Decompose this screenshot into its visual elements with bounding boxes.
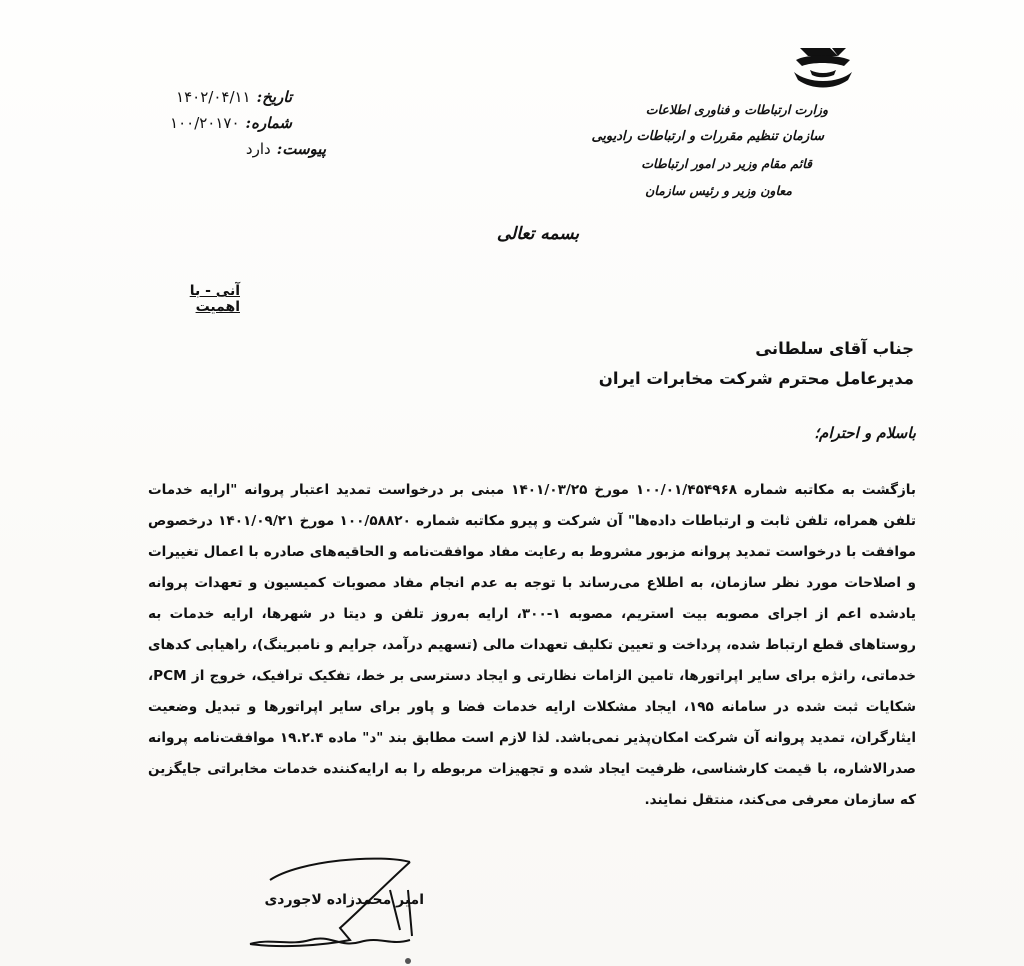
dot-mark <box>405 958 411 964</box>
recipient-title: مدیرعامل محترم شرکت مخابرات ایران <box>598 369 914 388</box>
attachment-value: دارد <box>245 140 271 158</box>
organization-block <box>564 96 828 204</box>
attachment-label: پیوست: <box>276 140 326 158</box>
recipient-block <box>599 334 914 394</box>
number-label: شماره: <box>245 114 292 132</box>
date-row <box>162 84 292 110</box>
agency-line: سازمان تنظیم مقررات و ارتباطات رادیویی <box>591 129 824 144</box>
date-value: ۱۴۰۲/۰۴/۱۱ <box>176 88 251 106</box>
signatory-name: امیر محمدزاده لاجوردی <box>264 892 424 908</box>
recipient-name: جناب آقای سلطانی <box>755 339 914 358</box>
head-line: معاون وزیر و رئیس سازمان <box>645 183 792 198</box>
letter-meta <box>162 84 326 162</box>
number-value: ۱۰۰/۲۰۱۷۰ <box>170 114 240 132</box>
letter-body: بازگشت به مکاتبه شماره ۱۰۰/۰۱/۴۵۴۹۶۸ مورخ ۱۴۰۱/۰۳/۲۵ مبنی بر درخواست تمدید اعتبار پروانه "ارایه خدمات تلفن همراه، تلفن ثابت و ارتباطات داده‌ها" آن شرکت و پیرو مکاتبه شماره ۱۰۰/۵۸۸۲۰ مورخ ۱۴۰۱/۰۹/۲۱ درخصوص موافقت با درخواست تمدید پروانه مزبور مشروط به رعایت مفاد موافقت‌نامه و الحاقیه‌های صادره با اعمال تغییرات و اصلاحات مورد نظر سازمان، به اطلاع می‌رساند با توجه به عدم انجام مفاد مصوبات کمیسیون و تعهدات پروانه یادشده اعم از اجرای مصوبه بیت استریم، مصوبه ۱-۳۰۰، ارایه به‌روز تلفن و دیتا در شهرها، ارایه خدمات به روستاهای قطع ارتباط شده، پرداخت و تعیین تکلیف تعهدات مالی (تسهیم درآمد، جرایم و نامبرینگ)، راهیابی کدهای خدماتی، رانژه برای سایر اپراتورها، تامین الزامات نظارتی و ایجاد دسترسی بر خط، تفکیک ترافیک، خروج از PCM، شکایات ثبت شده در سامانه ۱۹۵، ایجاد مشکلات ارایه خدمات فضا و پاور برای سایر اپراتورها و تبدیل وضعیت ایثارگران، تمدید پروانه آن شرکت امکان‌پذیر نمی‌باشد. لذا لازم است مطابق بند "د" ماده ۱۹.۲.۴ موافقت‌نامه پروانه صدرالاشاره، با قیمت کارشناسی، ظرفیت ایجاد شده و تجهیزات مربوطه را به ارایه‌کننده خدمات مخابراتی جایگزین که سازمان معرفی می‌کند، منتقل نمایند. <box>148 482 917 808</box>
organization-logo-icon <box>786 44 860 94</box>
basmala: بسمه تعالی <box>496 224 580 244</box>
attachment-row <box>196 136 326 162</box>
ministry-line: وزارت ارتباطات و فناوری اطلاعات <box>645 102 828 117</box>
deputy-line: قائم مقام وزیر در امور ارتباطات <box>641 156 812 171</box>
priority-label: آنی - با اهمیت <box>189 283 240 315</box>
greeting: باسلام و احترام؛ <box>814 424 916 442</box>
date-label: تاریخ: <box>256 88 292 106</box>
number-row <box>162 110 292 136</box>
